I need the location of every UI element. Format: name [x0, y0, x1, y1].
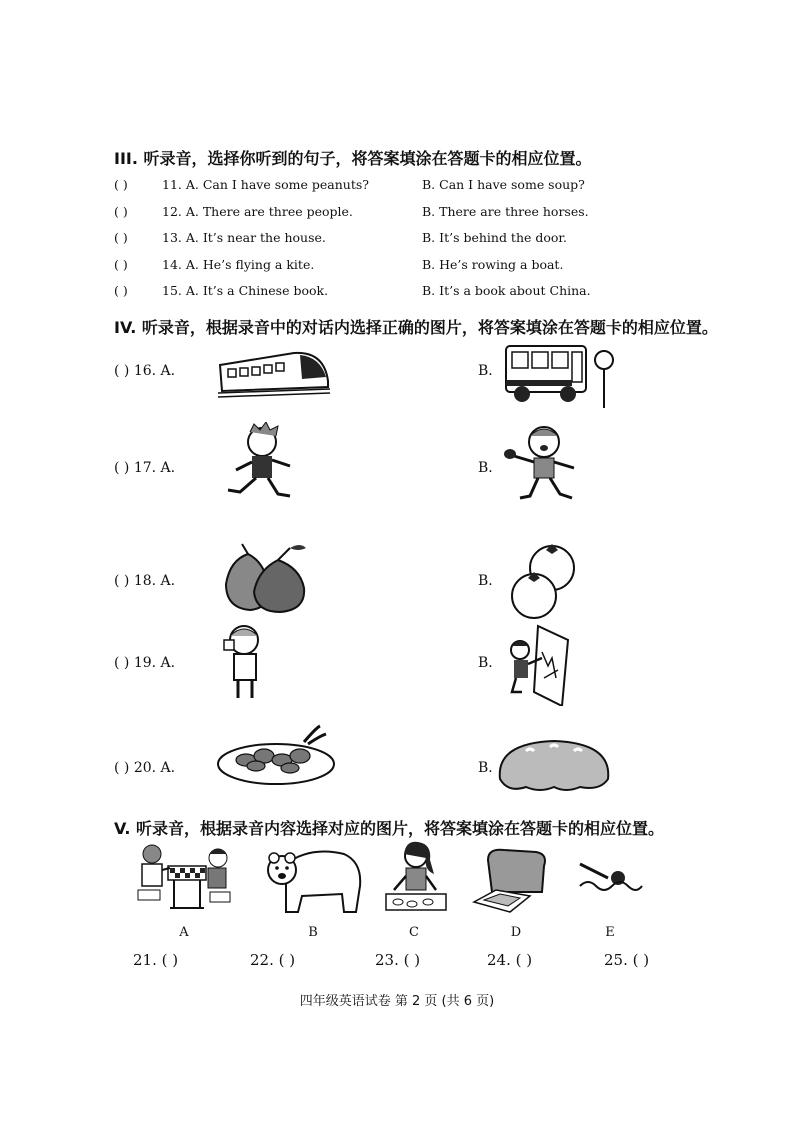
chess-players-icon[interactable] — [134, 842, 236, 912]
option-b: B. It’s behind the door. — [422, 230, 568, 245]
page-footer: 四年级英语试卷 第 2 页 (共 6 页) — [299, 994, 495, 1009]
question-11 — [114, 177, 369, 192]
picture-letter-e: E — [605, 925, 615, 940]
question-15 — [114, 283, 328, 298]
question-17-label: ( ) 17. A. — [114, 460, 176, 476]
answer-paren[interactable]: ( ) — [114, 283, 128, 298]
option-b: B. It’s a book about China. — [422, 283, 591, 298]
tomatoes-icon[interactable] — [506, 542, 582, 620]
answer-paren[interactable]: ( ) — [114, 257, 128, 272]
question-number: 12. — [162, 204, 182, 219]
train-icon[interactable] — [216, 343, 332, 401]
question-16-label: ( ) 16. A. — [114, 363, 176, 379]
swimmer-icon[interactable] — [578, 856, 644, 896]
option-b-label: B. — [478, 363, 493, 379]
answer-blank-22[interactable]: 22. ( ) — [250, 951, 296, 969]
question-13 — [114, 230, 326, 245]
bus-icon[interactable] — [500, 338, 616, 410]
answer-paren[interactable]: ( ) — [114, 230, 128, 245]
section-3-title: III. 听录音，选择你听到的句子，将答案填涂在答题卡的相应位置。 — [114, 149, 592, 168]
option-a: A. There are three people. — [185, 204, 353, 219]
picture-letter-d: D — [510, 925, 522, 940]
option-a: A. It’s near the house. — [185, 230, 326, 245]
option-b: B. There are three horses. — [422, 204, 589, 219]
option-b: B. Can I have some soup? — [422, 177, 585, 192]
answer-paren[interactable]: ( ) — [114, 204, 128, 219]
option-b-label: B. — [478, 760, 493, 776]
answer-paren[interactable]: ( ) — [114, 177, 128, 192]
picture-letter-c: C — [409, 925, 419, 940]
option-b-label: B. — [478, 460, 493, 476]
option-b-label: B. — [478, 573, 493, 589]
section-5-title: V. 听录音，根据录音内容选择对应的图片，将答案填涂在答题卡的相应位置。 — [114, 819, 664, 838]
option-a: A. Can I have some peanuts? — [185, 177, 369, 192]
answer-blank-23[interactable]: 23. ( ) — [375, 951, 421, 969]
option-b: B. He’s rowing a boat. — [422, 257, 564, 272]
section-4-title: IV. 听录音，根据录音中的对话内选择正确的图片，将答案填涂在答题卡的相应位置。 — [114, 318, 718, 337]
ping-pong-boy-icon[interactable] — [500, 422, 590, 504]
bear-icon[interactable] — [264, 846, 364, 916]
running-boy-icon[interactable] — [220, 422, 304, 502]
question-12 — [114, 204, 353, 219]
question-number: 15. — [162, 283, 182, 298]
option-a: A. It’s a Chinese book. — [185, 283, 329, 298]
pears-icon[interactable] — [220, 540, 312, 614]
question-18-label: ( ) 18. A. — [114, 573, 176, 589]
question-number: 11. — [162, 177, 182, 192]
bread-loaf-icon[interactable] — [496, 735, 612, 795]
noodles-plate-icon[interactable] — [216, 722, 338, 786]
option-b-label: B. — [478, 655, 493, 671]
girl-drawing-icon[interactable] — [504, 622, 570, 706]
question-14 — [114, 257, 314, 272]
question-20-label: ( ) 20. A. — [114, 760, 176, 776]
answer-blank-24[interactable]: 24. ( ) — [487, 951, 533, 969]
boy-drinking-icon[interactable] — [218, 622, 270, 702]
answer-blank-21[interactable]: 21. ( ) — [133, 951, 179, 969]
question-19-label: ( ) 19. A. — [114, 655, 176, 671]
picture-letter-a: A — [179, 925, 189, 940]
picture-letter-b: B — [308, 925, 318, 940]
question-number: 13. — [162, 230, 182, 245]
bread-icon[interactable] — [470, 846, 550, 916]
question-number: 14. — [162, 257, 182, 272]
answer-blank-25[interactable]: 25. ( ) — [604, 951, 650, 969]
option-a: A. He’s flying a kite. — [185, 257, 315, 272]
girl-making-dumplings-icon[interactable] — [384, 840, 448, 918]
